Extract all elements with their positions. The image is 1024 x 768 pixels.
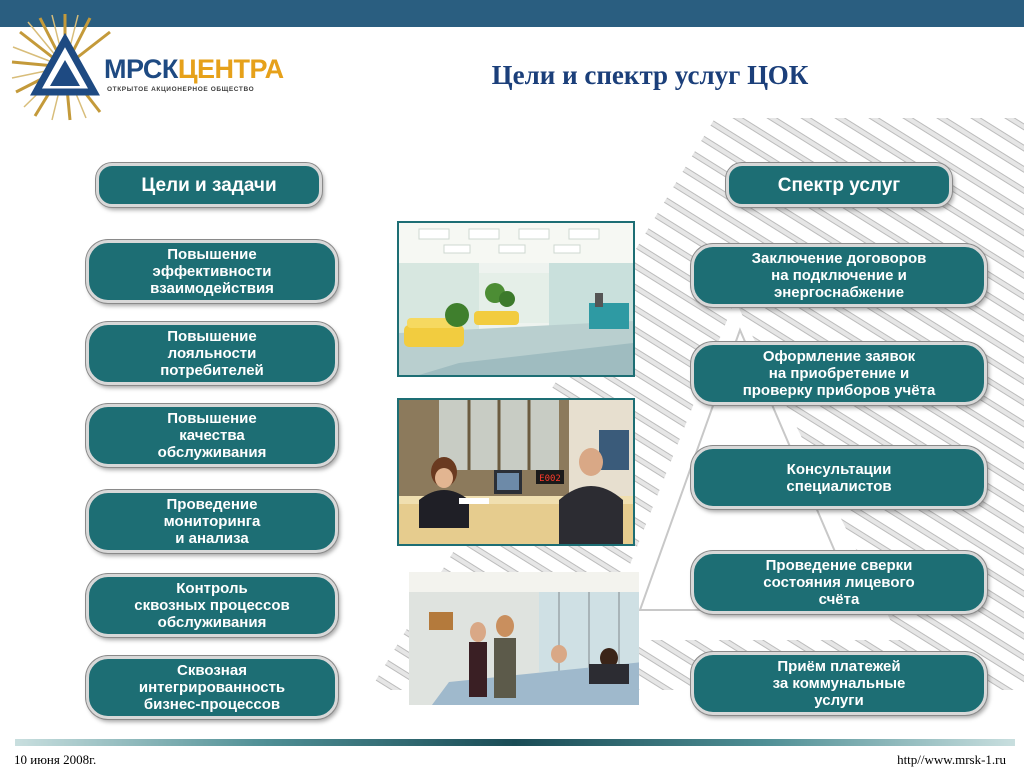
- queue-number-display: E002: [539, 474, 561, 484]
- service-counter-photo: [407, 570, 641, 707]
- goal-item-4: Проведение мониторинга и анализа: [86, 490, 338, 553]
- service-item-5: Приём платежей за коммунальные услуги: [691, 652, 987, 715]
- goal-item-5: Контроль сквозных процессов обслуживания: [86, 574, 338, 637]
- goal-item-6: Сквозная интегрированность бизнес-процессов: [86, 656, 338, 719]
- logo-wordmark: МРСКЦЕНТРА: [104, 54, 284, 84]
- consultation-photo: [397, 398, 635, 546]
- services-header: Спектр услуг: [726, 163, 952, 207]
- service-item-1: Заключение договоров на подключение и энергоснабжение: [691, 244, 987, 307]
- footer-divider: [15, 739, 1015, 746]
- goal-item-3: Повышение качества обслуживания: [86, 404, 338, 467]
- goal-item-2: Повышение лояльности потребителей: [86, 322, 338, 385]
- goals-header: Цели и задачи: [96, 163, 322, 207]
- goal-item-1: Повышение эффективности взаимодействия: [86, 240, 338, 303]
- company-logo: [10, 12, 284, 117]
- footer-url: http//www.mrsk-1.ru: [897, 752, 1006, 767]
- logo-subtitle: ОТКРЫТОЕ АКЦИОНЕРНОЕ ОБЩЕСТВО: [107, 86, 255, 93]
- footer-date: 10 июня 2008г.: [14, 752, 97, 767]
- lobby-photo: [397, 221, 635, 377]
- slide-title: Цели и спектр услуг ЦОК: [491, 60, 809, 90]
- service-item-4: Проведение сверки состояния лицевого счёта: [691, 551, 987, 614]
- service-item-3: Консультации специалистов: [691, 446, 987, 509]
- service-item-2: Оформление заявок на приобретение и проверку приборов учёта: [691, 342, 987, 405]
